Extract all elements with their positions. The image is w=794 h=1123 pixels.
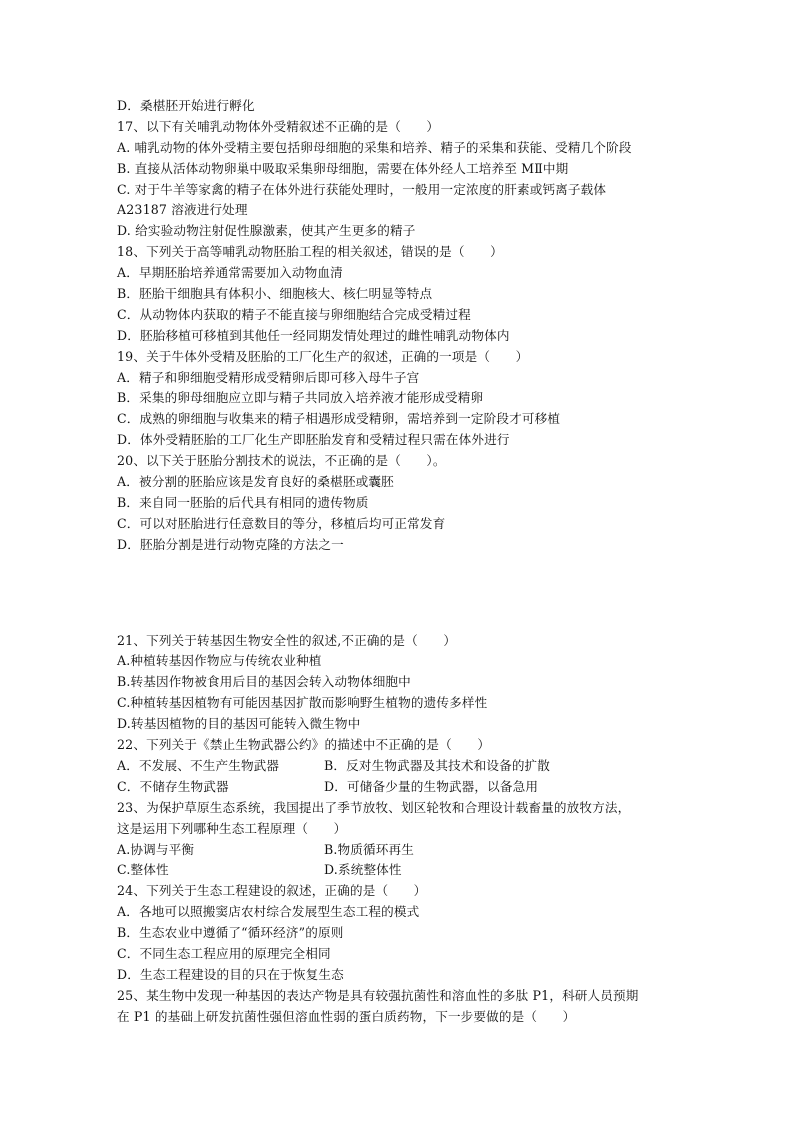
option-17-c-cont: A23187 溶液进行处理 bbox=[117, 202, 248, 218]
option-22-c: C．不储存生物武器 bbox=[117, 778, 229, 794]
option-24-c: C．不同生态工程应用的原理完全相同 bbox=[117, 945, 331, 961]
question-23-options-row-2 bbox=[117, 860, 687, 881]
blank-gap bbox=[117, 556, 687, 631]
question-25-stem: 25、某生物中发现一种基因的表达产物是具有较强抗菌性和溶血性的多肽 P1，科研人员预期 bbox=[117, 987, 639, 1003]
question-22-options-row-2 bbox=[117, 777, 687, 798]
option-19-c: C．成熟的卵细胞与收集来的精子相遇形成受精卵，需培养到一定阶段才可移植 bbox=[117, 411, 561, 427]
option-17-a: A. 哺乳动物的体外受精主要包括卵母细胞的采集和培养、精子的采集和获能、受精几个阶段 bbox=[117, 139, 632, 155]
option-22-b: B．反对生物武器及其技术和设备的扩散 bbox=[324, 757, 551, 773]
option-17-d: D. 给实验动物注射促性腺激素，使其产生更多的精子 bbox=[117, 223, 416, 239]
question-23-stem-cont: 这是运用下列哪种生态工程原理（ ） bbox=[117, 820, 347, 836]
option-23-c: C.整体性 bbox=[117, 862, 169, 878]
option-23-a: A.协调与平衡 bbox=[117, 841, 195, 857]
option-18-b: B．胚胎干细胞具有体积小、细胞核大、核仁明显等特点 bbox=[117, 286, 433, 302]
question-20-stem: 20、以下关于胚胎分割技术的说法，不正确的是（ ）。 bbox=[117, 453, 446, 469]
question-21-stem: 21、下列关于转基因生物安全性的叙述,不正确的是（ ） bbox=[117, 632, 457, 648]
option-22-a: A．不发展、不生产生物武器 bbox=[117, 757, 280, 773]
option-19-a: A．精子和卵细胞受精形成受精卵后即可移入母牛子宫 bbox=[117, 369, 420, 385]
question-22-stem: 22、下列关于《禁止生物武器公约》的描述中不正确的是（ ） bbox=[117, 737, 491, 753]
questions-16-20 bbox=[117, 96, 687, 556]
option-18-a: A．早期胚胎培养通常需要加入动物血清 bbox=[117, 265, 343, 281]
question-23-options-row-1 bbox=[117, 840, 687, 861]
question-18-stem: 18、下列关于高等哺乳动物胚胎工程的相关叙述，错误的是（ ） bbox=[117, 244, 503, 260]
option-23-b: B.物质循环再生 bbox=[324, 841, 415, 857]
option-18-c: C．从动物体内获取的精子不能直接与卵细胞结合完成受精过程 bbox=[117, 306, 471, 322]
document-page bbox=[117, 96, 687, 1028]
option-19-d: D．体外受精胚胎的工厂化生产即胚胎发育和受精过程只需在体外进行 bbox=[117, 432, 510, 448]
option-16-d: D．桑椹胚开始进行孵化 bbox=[117, 98, 255, 113]
option-21-a: A.种植转基因作物应与传统农业种植 bbox=[117, 653, 322, 669]
option-20-d: D．胚胎分割是进行动物克隆的方法之一 bbox=[117, 536, 344, 552]
question-19-stem: 19、关于牛体外受精及胚胎的工厂化生产的叙述，正确的一项是（ ） bbox=[117, 348, 529, 364]
option-21-d: D.转基因植物的目的基因可能转入微生物中 bbox=[117, 716, 361, 732]
question-24-stem: 24、下列关于生态工程建设的叙述，正确的是（ ） bbox=[117, 883, 427, 899]
questions-21-25 bbox=[117, 631, 687, 1028]
option-20-c: C．可以对胚胎进行任意数目的等分，移植后均可正常发育 bbox=[117, 515, 446, 531]
option-17-c: C. 对于牛羊等家禽的精子在体外进行获能处理时，一般用一定浓度的肝素或钙离子载体 bbox=[117, 181, 607, 197]
option-21-c: C.种植转基因植物有可能因基因扩散而影响野生植物的遗传多样性 bbox=[117, 695, 488, 711]
option-24-a: A．各地可以照搬窦店农村综合发展型生态工程的模式 bbox=[117, 904, 420, 920]
option-20-b: B．来自同一胚胎的后代具有相同的遗传物质 bbox=[117, 494, 369, 510]
question-25-stem-cont: 在 P1 的基础上研发抗菌性强但溶血性弱的蛋白质药物，下一步要做的是（ ） bbox=[117, 1008, 576, 1024]
option-22-d: D．可储备少量的生物武器，以备急用 bbox=[324, 778, 539, 794]
option-18-d: D．胚胎移植可移植到其他任一经同期发情处理过的雌性哺乳动物体内 bbox=[117, 327, 510, 343]
question-17-stem: 17、以下有关哺乳动物体外受精叙述不正确的是（ ） bbox=[117, 118, 440, 134]
question-23-stem: 23、为保护草原生态系统，我国提出了季节放牧、划区轮牧和合理设计载畜量的放牧方法， bbox=[117, 799, 631, 815]
option-23-d: D.系统整体性 bbox=[324, 862, 402, 878]
option-24-d: D．生态工程建设的目的只在于恢复生态 bbox=[117, 966, 344, 982]
option-19-b: B．采集的卵母细胞应立即与精子共同放入培养液才能形成受精卵 bbox=[117, 390, 484, 406]
option-24-b: B．生态农业中遵循了“循环经济”的原则 bbox=[117, 925, 344, 941]
question-22-options-row-1 bbox=[117, 756, 687, 777]
option-21-b: B.转基因作物被食用后目的基因会转入动物体细胞中 bbox=[117, 674, 411, 690]
option-17-b: B. 直接从活体动物卵巢中吸取采集卵母细胞，需要在体外经人工培养至 MⅡ中期 bbox=[117, 160, 569, 176]
option-20-a: A．被分割的胚胎应该是发育良好的桑椹胚或囊胚 bbox=[117, 474, 394, 490]
